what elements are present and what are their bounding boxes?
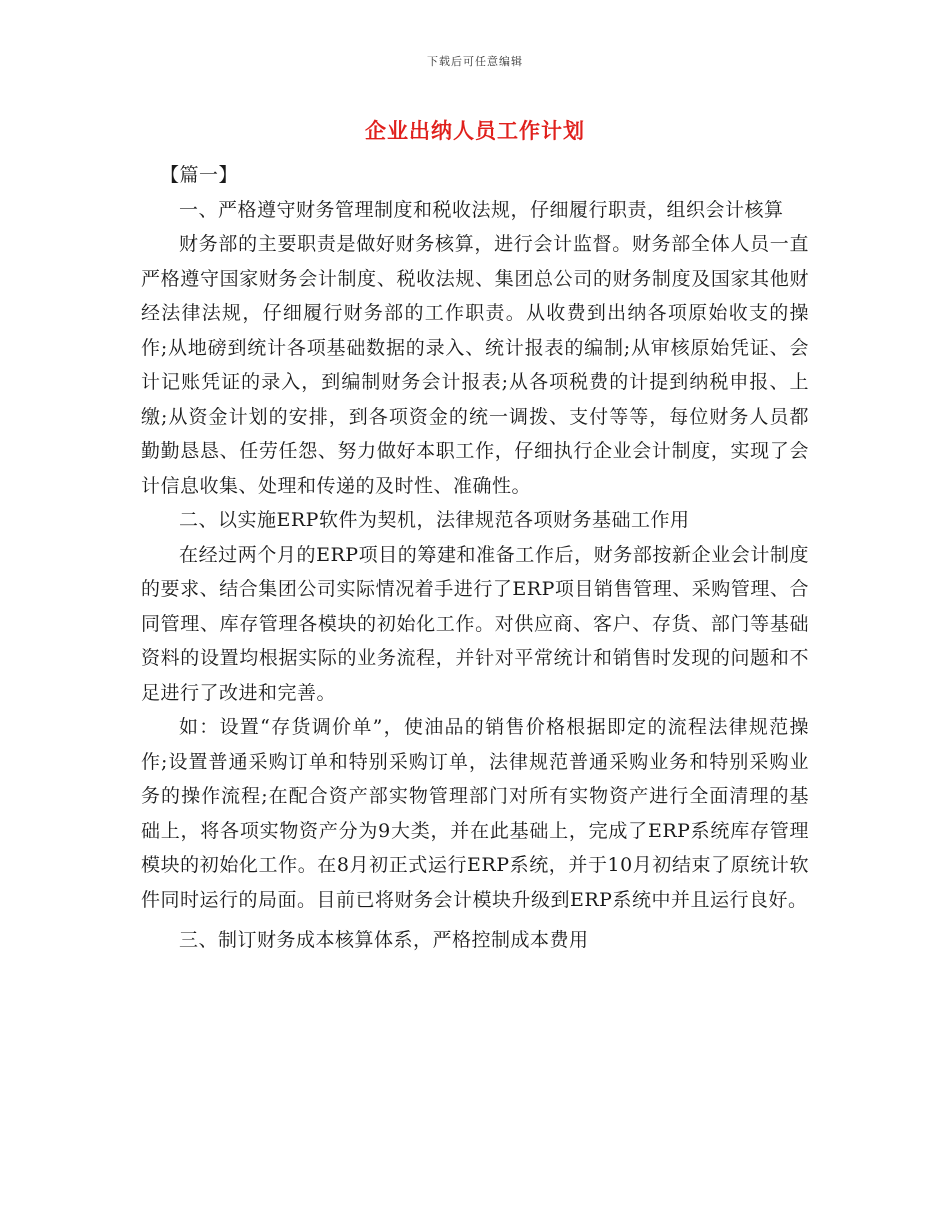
- paragraph-erp-examples: 如：设置“存货调价单”，使油品的销售价格根据即定的流程法律规范操作;设置普通采购订单和特别采购订单，法律规范普通采购业务和特别采购业务的操作流程;在配合资产部实物管理部门对所有实物资产进行全面清理的基础上，将各项实物资产分为9大类，并在此基础上，完成了ERP系统库存管理模块的初始化工作。在8月初正式运行ERP系统，并于10月初结束了原统计软件同时运行的局面。目前已将财务会计模块升级到ERP系统中并且运行良好。: [141, 716, 809, 911]
- heading-one: 一、严格遵守财务管理制度和税收法规，仔细履行职责，组织会计核算: [179, 198, 784, 221]
- document-title: 企业出纳人员工作计划: [365, 118, 585, 143]
- paragraph-erp-setup: 在经过两个月的ERP项目的筹建和准备工作后，财务部按新企业会计制度的要求、结合集团公司实际情况着手进行了ERP项目销售管理、采购管理、合同管理、库存管理各模块的初始化工作。对供应商、客户、存货、部门等基础资料的设置均根据实际的业务流程，并针对平常统计和销售时发现的问题和不足进行了改进和完善。: [141, 543, 809, 704]
- heading-two: 二、以实施ERP软件为契机，法律规范各项财务基础工作用: [179, 509, 690, 531]
- section-tag: 【篇一】: [160, 164, 239, 186]
- paragraph-finance-duties: 财务部的主要职责是做好财务核算，进行会计监督。财务部全体人员一直严格遵守国家财务会计制度、税收法规、集团总公司的财务制度及国家其他财经法律法规，仔细履行财务部的工作职责。从收费到出纳各项原始收支的操作;从地磅到统计各项基础数据的录入、统计报表的编制;从审核原始凭证、会计记账凭证的录入，到编制财务会计报表;从各项税费的计提到纳税申报、上缴;从资金计划的安排，到各项资金的统一调拨、支付等等，每位财务人员都勤勤恳恳、任劳任怨、努力做好本职工作，仔细执行企业会计制度，实现了会计信息收集、处理和传递的及时性、准确性。: [141, 233, 809, 497]
- document-body: [141, 158, 809, 958]
- header-note: 下载后可任意编辑: [427, 55, 523, 68]
- heading-three: 三、制订财务成本核算体系，严格控制成本费用: [179, 929, 589, 951]
